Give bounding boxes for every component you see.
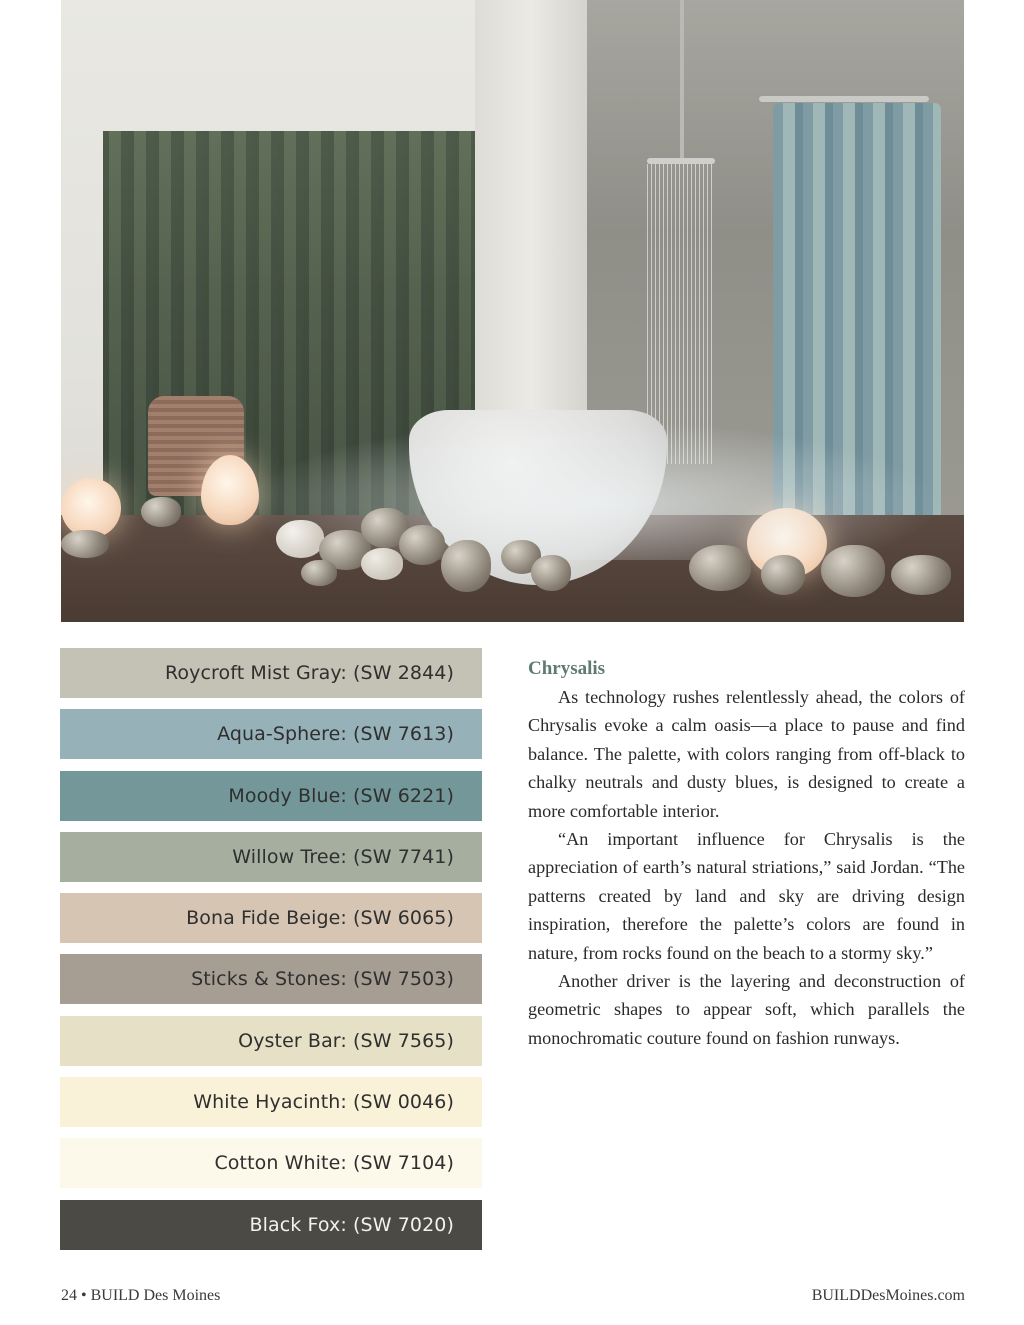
swatch-willow-tree [60,832,482,882]
rock [891,555,951,595]
rock [276,520,324,558]
swatch-label: White Hyacinth: (SW 0046) [193,1091,454,1114]
swatch-cotton-white [60,1138,482,1188]
swatch-label: Moody Blue: (SW 6221) [228,784,454,807]
glowing-lamp [61,478,121,538]
rock [141,497,181,527]
swatch-aqua-sphere [60,709,482,759]
swatch-label: Cotton White: (SW 7104) [214,1152,454,1175]
rock [441,540,491,592]
article-paragraph: “An important influence for Chrysalis is the appreciation of earth’s natural striations,” said Jordan. “The patterns created by land and sky are driving design inspiration, therefore the palette’s colors are found in nature, from rocks found on the beach to a stormy sky.” [528,829,965,963]
swatch-label: Sticks & Stones: (SW 7503) [191,968,454,991]
article-heading: Chrysalis [528,658,606,679]
rock [301,560,337,586]
swatch-label: Roycroft Mist Gray: (SW 2844) [164,662,454,684]
article-paragraph: Another driver is the layering and deconstruction of geometric shapes to appear soft, which parallels the monochromatic couture found on fashion runways. [528,971,965,1048]
article [528,655,965,1052]
swatch-oyster-bar [60,1016,482,1066]
rock [821,545,885,597]
footer-website-link[interactable]: BUILDDesMoines.com [811,1287,965,1304]
swatch-sticks-and-stones [60,954,482,1004]
hero-photo [61,0,964,622]
swatch-roycroft-mist-gray [60,648,482,698]
swatch-black-fox [60,1200,482,1250]
rock [361,548,403,580]
shower-pipe [680,0,684,160]
rock [761,555,805,595]
swatch-label: Willow Tree: (SW 7741) [232,845,454,868]
rock [531,555,571,591]
rock [399,525,445,565]
swatch-label: Oyster Bar: (SW 7565) [238,1029,454,1052]
article-paragraph: As technology rushes relentlessly ahead, the colors of Chrysalis evoke a calm oasis—a place to pause and find balance. The palette, with colors ranging from off-black to chalky neutrals and dusty blues, is designed to create a more comfortable interior. [528,687,965,821]
color-swatch-list [60,648,482,1261]
swatch-white-hyacinth [60,1077,482,1127]
swatch-label: Aqua-Sphere: (SW 7613) [217,723,454,746]
swatch-bona-fide-beige [60,893,482,943]
curtain-rod [759,96,929,102]
shower-water [647,164,715,464]
rock [61,530,109,558]
swatch-label: Bona Fide Beige: (SW 6065) [186,907,454,930]
footer-page-info: 24 • BUILD Des Moines [61,1287,221,1304]
rock [689,545,751,591]
swatch-label: Black Fox: (SW 7020) [249,1213,454,1236]
swatch-moody-blue [60,771,482,821]
